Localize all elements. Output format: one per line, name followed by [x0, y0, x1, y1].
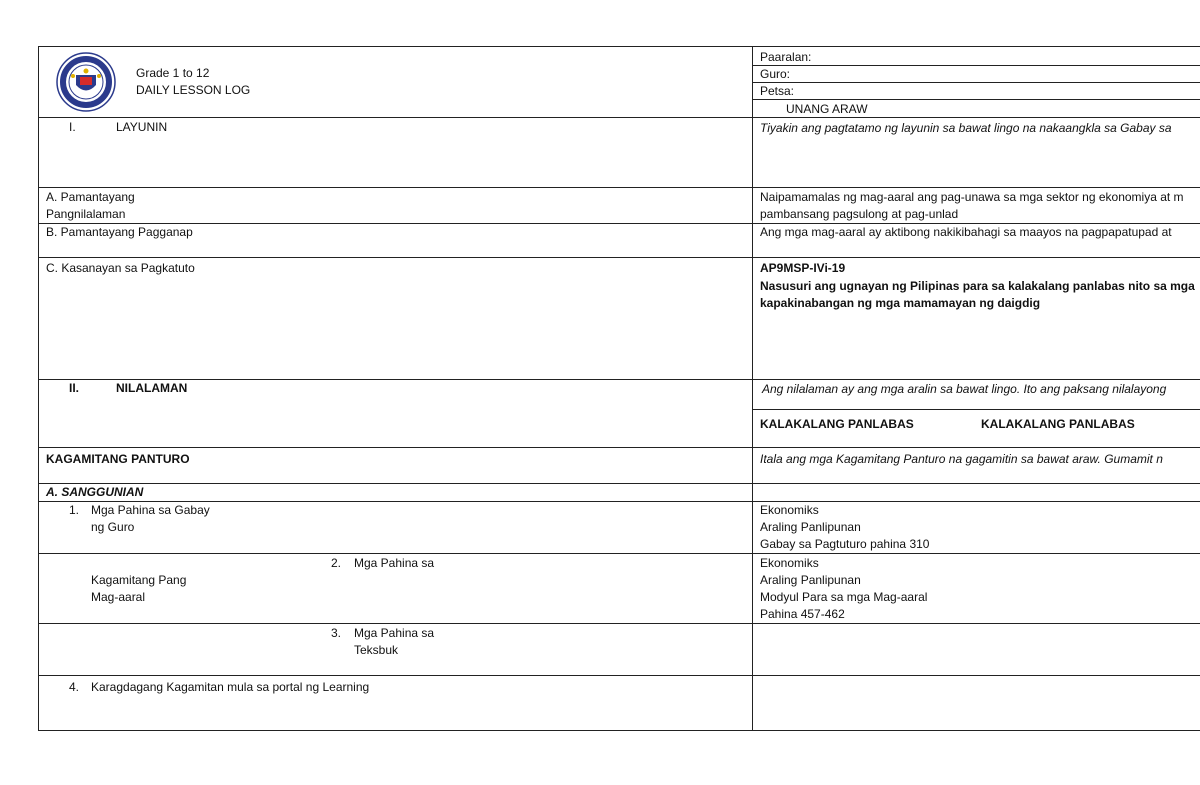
item-2-label-2: Kagamitang Pang [91, 573, 187, 587]
item-1-label-1: Mga Pahina sa Gabay [91, 503, 210, 517]
pamantayang-nilalaman-label-1: A. Pamantayang [46, 190, 135, 204]
petsa-label: Petsa: [760, 84, 795, 98]
kasanayan-label: C. Kasanayan sa Pagkatuto [46, 261, 195, 275]
layunin-heading: LAYUNIN [116, 120, 168, 134]
topic-1: KALAKALANG PANLABAS [760, 417, 914, 431]
sanggunian-heading: A. SANGGUNIAN [46, 485, 144, 499]
item-3-label-1: Mga Pahina sa [354, 626, 435, 640]
nilalaman-number: II. [69, 381, 80, 395]
deped-seal-icon [56, 52, 116, 112]
item-1-ref-3: Gabay sa Pagtuturo pahina 310 [760, 537, 930, 551]
competency-code: AP9MSP-IVi-19 [760, 261, 846, 275]
pamantayang-nilalaman-text-1: Naipamamalas ng mag-aaral ang pag-unawa sa mga sektor ng ekonomiya at m [760, 190, 1184, 204]
item-1-label-2: ng Guro [91, 520, 135, 534]
kagamitan-heading: KAGAMITANG PANTURO [46, 452, 190, 466]
document-title: DAILY LESSON LOG [136, 83, 251, 97]
item-2-number: 2. [331, 556, 342, 570]
item-1-number: 1. [69, 503, 80, 517]
item-2-ref-3: Modyul Para sa mga Mag-aaral [760, 590, 928, 604]
item-2-ref-1: Ekonomiks [760, 556, 819, 570]
topic-2: KALAKALANG PANLABAS [981, 417, 1135, 431]
item-2-label-1: Mga Pahina sa [354, 556, 435, 570]
competency-text-2: kapakinabangan ng mga mamamayan ng daigdig [760, 296, 1041, 310]
pamantayang-pagganap-text: Ang mga mag-aaral ay aktibong nakikibahagi sa maayos na pagpapatupad at [760, 225, 1172, 239]
day-heading: UNANG ARAW [786, 102, 868, 116]
pamantayang-nilalaman-label-2: Pangnilalaman [46, 207, 126, 221]
item-3-number: 3. [331, 626, 342, 640]
item-2-ref-4: Pahina 457-462 [760, 607, 845, 621]
item-4-number: 4. [69, 680, 80, 694]
item-2-label-3: Mag-aaral [91, 590, 146, 604]
competency-text-1: Nasusuri ang ugnayan ng Pilipinas para sa kalakalang panlabas nito sa mga [760, 279, 1195, 293]
kagamitan-text: Itala ang mga Kagamitang Panturo na gagamitin sa bawat araw. Gumamit n [760, 452, 1163, 466]
layunin-text: Tiyakin ang pagtatamo ng layunin sa bawat lingo na nakaangkla sa Gabay sa [760, 121, 1172, 135]
nilalaman-heading: NILALAMAN [116, 381, 188, 395]
grade-label: Grade 1 to 12 [136, 66, 210, 80]
paaralan-label: Paaralan: [760, 50, 812, 64]
daily-lesson-log-table [38, 46, 1200, 731]
item-1-ref-1: Ekonomiks [760, 503, 819, 517]
item-1-ref-2: Araling Panlipunan [760, 520, 861, 534]
item-3-label-2: Teksbuk [354, 643, 399, 657]
item-2-ref-2: Araling Panlipunan [760, 573, 861, 587]
pamantayang-nilalaman-text-2: pambansang pagsulong at pag-unlad [760, 207, 959, 221]
item-4-label: Karagdagang Kagamitan mula sa portal ng Learning [91, 680, 370, 694]
pamantayang-pagganap-label: B. Pamantayang Pagganap [46, 225, 193, 239]
column-divider [752, 47, 753, 730]
layunin-number: I. [69, 120, 76, 134]
nilalaman-text: Ang nilalaman ay ang mga aralin sa bawat lingo. Ito ang paksang nilalayong [762, 382, 1167, 396]
guro-label: Guro: [760, 67, 791, 81]
